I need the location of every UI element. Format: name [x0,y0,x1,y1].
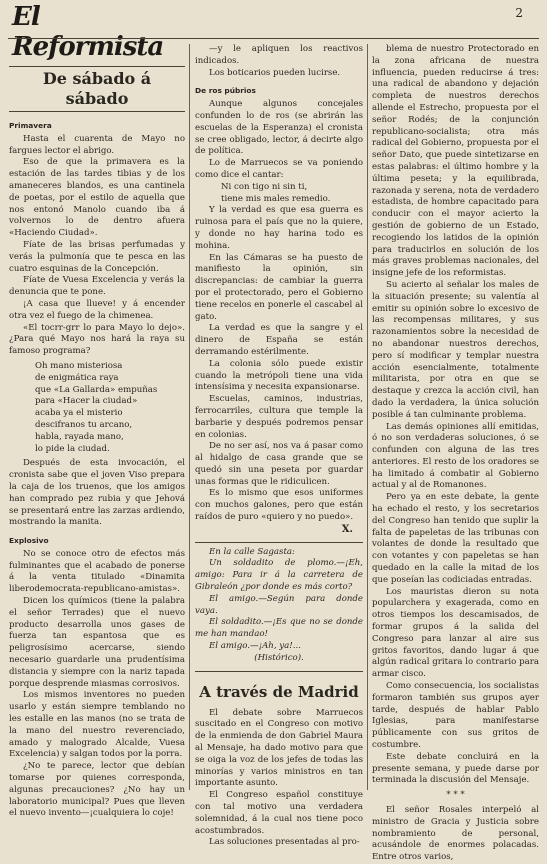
paragraph: ¿No te parece, lector que debían tomarse por quienes corresponda, algunas precauciones? ¿No hay un laboratorio municipal? Pues que lleven el nuevo invento—¡cualquiera lo coje! [9,761,185,819]
verse-line: para «Hacer la ciudad» [35,396,138,407]
paragraph: Y la verdad es que esa guerra es ruinosa para el país que no la quiere, y donde no hay harina todo es mohina. [195,205,363,251]
divider [195,671,363,672]
paragraph: Los mauristas dieron su nota popularchera y exagerada, como en otros tiempos los descamisados, de formar grupos á la salida del Congreso para lanzar al aire sus gritos favoritos, dando lugar á que algún radical gritara lo contrario para armar cisco. [372,586,539,680]
poem [9,361,185,455]
paragraph: El señor Rosales interpeló al ministro de Gracia y Justicia sobre nombramiento de personal, acusándole de enormes polacadas. Entre otros varios, [372,805,539,863]
paragraph: Los boticarios pueden lucirse. [209,67,341,78]
paragraph: El Congreso español constituye con tal motivo una verdadera solemnidad, á la cual nos tiene poco acostumbrados. [195,790,363,836]
paragraph: De no ser así, nos va á pasar como al hidalgo de casa grande que se quedó sin una peseta por guardar unas formas que le ridiculicen. [195,441,363,487]
column-divider [367,44,368,790]
paragraph: Es lo mismo que esos uniformes con muchos galones, pero que están raídos de puro «quiero y no puedo». [195,488,363,523]
paragraph: Este debate concluirá en la presente semana, y puede darse por terminada la discusión del Mensaje. [372,751,539,786]
dialogue-line: (Histórico). [254,652,304,663]
paragraph: El debate sobre Marruecos suscitado en el Congreso con motivo de la enmienda de don Gabriel Maura al Mensaje, ha dado motivo para que se oiga la voz de los jefes de todas las minorías y varios ministros en tan importante asunto. [195,707,363,789]
paragraph: Eso de que la primavera es la estación de las tardes tibias y de los amaneceres blandos, es una cantinela de poetas, por el estilo de aquella que nos entonó Manolo cuando iba á volvernos lo de dentro afuera «Haciendo Ciudad». [9,157,185,239]
column-3 [372,44,539,864]
dialogue-line: El amigo.—¡Ah, ya!... [209,641,301,652]
paragraph: Fíate de Vuesa Excelencia y verás la denuncia que te pone. [9,275,185,298]
paragraph: Las demás opiniones allí emitidas, ó no son verdaderas soluciones, ó se confunden con alguna de las tres anteriores. El resto de los oradores se ha limitado á combatir al Gobierno actual y al de Romanones. [372,421,539,491]
section-title: De sábado á sábado [9,66,185,112]
column-2 [195,44,363,849]
masthead-logo: El Reformista [12,2,164,62]
page-number: 2 [515,6,523,20]
paragraph: No se conoce otro de efectos más fulminantes que el acabado de ponerse á la venta titulado «Dinamita liberodemocrata-republicano-amistas». [9,548,185,595]
separator-stars: * * * [446,790,465,801]
paragraph: —y le apliquen los reactivos indicados. [195,44,363,66]
dialogue-line: El soldadito.—¡Es que no se donde me han mandao! [195,617,363,640]
section-subtitle: Primavera [9,121,52,130]
paragraph: Lo de Marruecos se va poniendo como dice el cantar: [195,158,363,180]
paragraph: Los mismos inventores no pueden usarlo y están siempre temblando no les estalle en las manos (no se trata de la mano del nuestro reverenciado, amado y malogrado Alcalde, Vuesa Excelencia) y salgan todos por la porra. [9,690,185,760]
paragraph: blema de nuestro Protectorado en la zona africana de nuestra influencia, pueden reducirse á tres: una radical de abandono y dejación completa de nuestros derechos allende el Estrecho, propuesta por el señor Rodés; de la conjunción republicano-socialista; otra más radical del Gobierno, propuesta por el señor Dato, que puede sintetizarse en estas palabras: el último hombre y la última peseta; y la equilibrada, razonada y serena, nota de verdadero estadista, de hombre capacitado para conducir con el mayor acierto la gestión de gobierno de un Estado, recogiendo los latidos de la opinión para traducirlos en solución de los más graves problemas nacionales, del insigne jefe de los reformistas. [372,44,539,279]
signature: X. [341,523,353,535]
paragraph: La verdad es que la sangre y el dinero de España se están derramando estérilmente. [195,323,363,357]
article-title: A través de Madrid [199,682,359,701]
paragraph: Fíate de las brisas perfumadas y verás la pulmonía que te pesca en las cuatro esquinas de la Concepción. [9,239,185,274]
paragraph: La colonia sólo puede existir cuando la metrópoli tiene una vida intensísima y necesita expansionarse. [195,358,363,393]
paragraph: «El tocrr-grr lo para Mayo lo dejo». ¿Para qué Mayo nos hará la raya su famoso programa? [9,322,185,357]
paragraph: Su acierto al señalar los males de la situación presente; su valentía al emitir su opinión sobre lo excesivo de las recompensas militares, y sus razonamientos sobre la necesidad de no abandonar nuestros derechos, pero sí modificar y templar nuestra acción esencialmente, totalmente militarista, por otra en que se destaque y crezca la acción civil, han dado la verdadera, la única solución posible á tan culminante problema. [372,279,539,420]
paragraph: Escuelas, caminos, industrias, ferrocarriles, cultura que temple la barbarie y después podremos pensar en colonias. [195,394,363,440]
verse-line: habla, rayada mano, [35,431,124,442]
paragraph: Dicen los químicos (tiene la palabra el señor Terrades) que el nuevo producto desarrolla unos gases de fuerza tan espantosa que es peligrosísimo acercarse, siendo necesario guardarle una prudentísima distancia y siempre con la nariz tapada porque desprende miasmas corrosivos. [9,596,185,689]
column-divider [189,44,190,790]
paragraph: En las Cámaras se ha puesto de manifiesto la opinión, sin discrepancias: de cambiar la guerra por el protectorado, pero el Gobierno tiene recelos en ponerle el cascabel al gato. [195,252,363,322]
paragraph: Como consecuencia, los socialistas formaron también sus grupos ayer tarde, después de hablar Pablo Iglesias, para manifestarse públicamente con sus gritos de costumbre. [372,681,539,751]
divider [195,542,363,543]
column-1 [9,44,185,820]
verse-line: acaba ya el misterio [35,408,123,419]
verse-line: descifranos tu arcano, [35,419,133,430]
section-subtitle: De ros púbrios [195,86,256,96]
verse-line: que «La Gallarda» empuñas [35,384,158,395]
paragraph: Después de esta invocación, el cronista sabe que el joven Viso prepara la caja de los truenos, que los amigos han comprado pez rubia y que Jehová se presentará entre las zarzas ardiendo, mostrando la manita. [9,458,185,528]
paragraph: Aunque algunos concejales confunden lo de ros (se abrirán las escuelas de la Esperanza) el cronista se cree obligado, lector, á decirte algo de política. [195,99,363,157]
verse-line: lo pide la ciudad. [35,443,110,454]
verse-line: tiene mis males remedio. [221,193,331,204]
paragraph: ¡A casa que llueve! y á encender otra vez el fuego de la chimenea. [9,298,185,321]
dialogue-line: En la calle Sagasta: [209,546,295,557]
dialogue-line: El amigo.—Según para donde vaya. [195,593,363,616]
paragraph: Pero ya en este debate, la gente ha echado el resto, y los secretarios del Congreso han tenido que suplir la falta de papeletas de las tribunas con volantes de donde la resultado que con votantes y con papeletas se han quedado en la calle la mitad de los que poseían las codiciadas entradas. [372,492,539,585]
paragraph: Las soluciones presentadas al pro- [209,837,360,848]
paragraph: Hasta el cuarenta de Mayo no fargues lector el abrigo. [9,133,185,156]
header-rule [8,38,539,39]
section-subtitle: Explosivo [9,536,49,546]
verse-line: Oh mano misteriosa [35,360,123,371]
verse-line: de enigmática raya [35,372,119,383]
verse-line: Ni con tigo ni sin ti, [221,181,308,192]
dialogue-line: Un soldadito de plomo.—¡Eh, amigo: Para ir á la carretera de Gibraleón ¿por donde es más corto? [195,558,363,593]
